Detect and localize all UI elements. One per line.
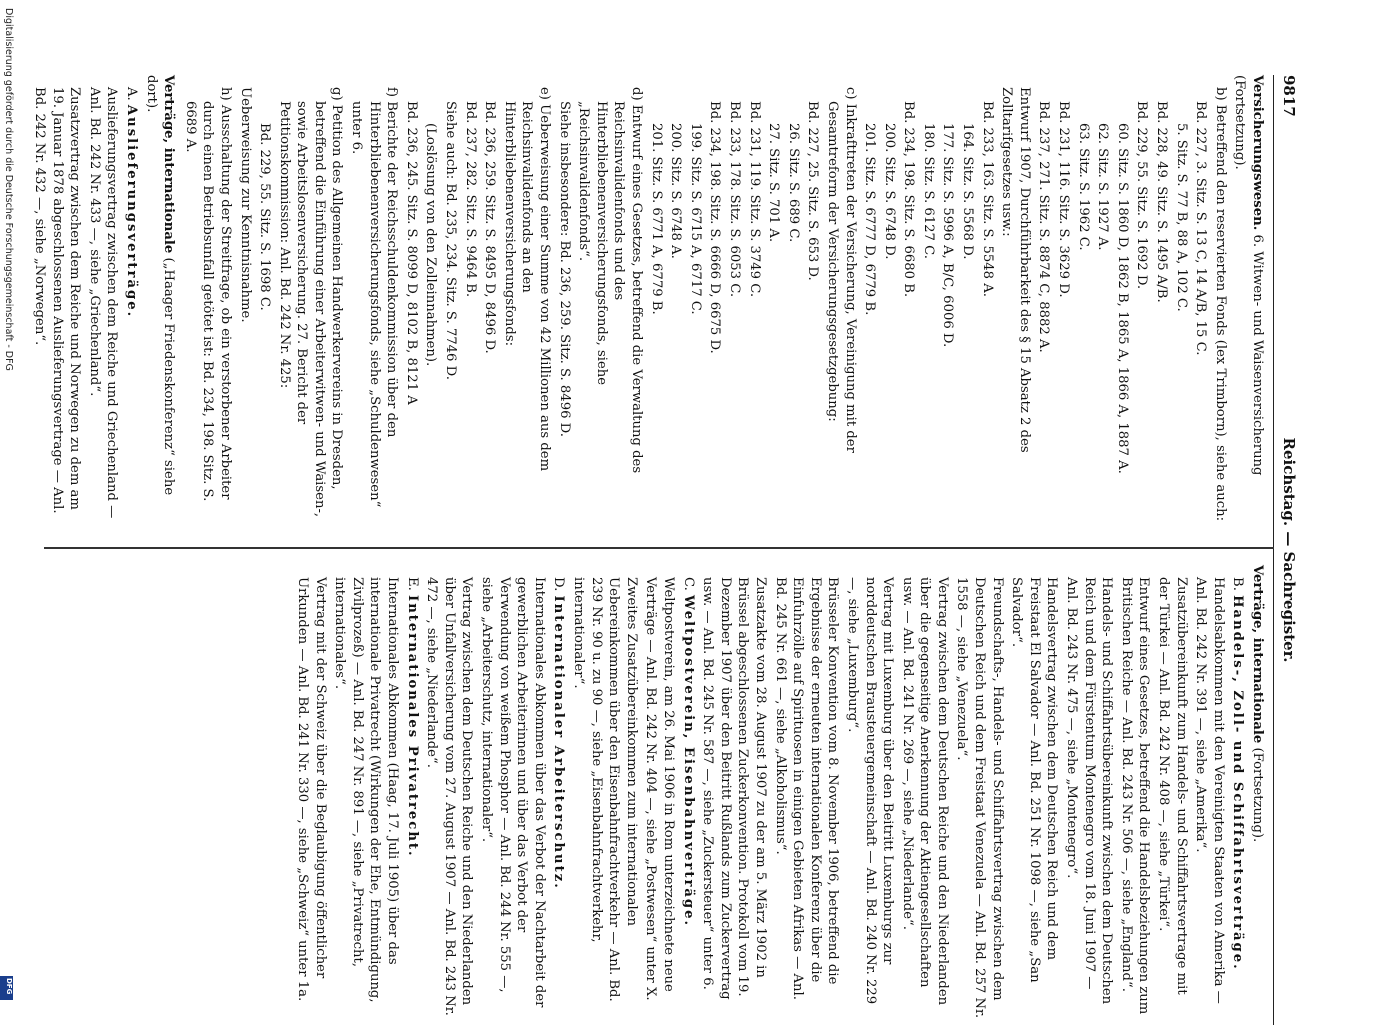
ref-line: Bd. 228, 49. Sitz. S. 1495 A/B. <box>1154 101 1170 303</box>
entry-text: Brüsseler Konvention vom 8. November 1906, betreffend die Ergebnisse der erneuten internationalen Konferenz über die Einfuhrzölle auf Spirituosen in einigen Gebieten Afrikas — Anl. Bd. 245 Nr. 661 —, siehe „Alkoholismus“. <box>772 577 841 1000</box>
entry-text: Weltpostverein, am 26. Mai 1906 in Rom unterzeichnete neue Verträge — Anl. Bd. 242 Nr. 404 —, siehe „Postwesen“ unter X. <box>643 577 676 1001</box>
ref-line: (Loslösung von den Zolleinnahmen). <box>423 123 439 367</box>
item-text: Ueberweisung zur Kenntnisnahme. <box>237 87 253 323</box>
item-text: Ausschaltung der Streitfrage, ob ein verstorbener Arbeiter durch einen Betriebsunfall getötet ist: Bd. 234, 198. Sitz. S. 6689 A. <box>182 101 233 502</box>
entry-text: Auslieferungsvertrag zwischen dem Reiche und Griechenland — Anl. Bd. 242 Nr. 433 —, siehe „Griechenland“. <box>86 87 120 519</box>
entry-text: Zusatzakte vom 28. August 1907 zu der am 5. März 1902 in Brüssel abgeschlossenen Zuckerkonvention. Protokoll vom 19. Dezember 1907 über den Beitritt Rußlands zum Zuckervertrag usw. — Anl. Bd. 245 Nr. 587 —, siehe „Zuckersteuer“ unter 6. <box>700 577 768 1000</box>
item-label: b) <box>1212 87 1228 101</box>
section-heading: Verträge, internationale <box>1250 565 1265 744</box>
entry-text: Handelsabkommen mit den Vereinigten Staaten von Amerika — Anl. Bd. 242 Nr. 391 —, siehe „Amerika“. <box>1193 577 1226 1004</box>
entry-text: Handels- und Schiffahrtsübereinkunft zwischen dem Deutschen Reich und dem Fürstentum Montenegro vom 18. Juni 1907 — Anl. Bd. 243 Nr. 475 —, siehe „Montenegro“. <box>1064 577 1115 1005</box>
ref-line: Bd. 237, 271. Sitz. S. 8874 C, 8882 A. <box>1036 101 1052 353</box>
ref-line: 201. Sitz. S. 6771 A, 6779 B. <box>648 123 664 315</box>
item-text: Berichte der Reichsschuldenkommission über den Hinterbliebenenversicherungsfonds, siehe „Schuldenwesen“ unter 6. <box>349 101 400 508</box>
ref-line: Bd. 233, 178. Sitz. S. 6053 C. <box>726 101 742 298</box>
section-subheading: (Fortsetzung). <box>1250 747 1265 843</box>
entry-text: Internationales Abkommen (Haag, 17. Juli 1905) über das internationale Privatrecht (Wirkungen der Ehe, Entmündigung, Zivilprozeß) — Anl. Bd. 247 Nr. 891 —, siehe „Privatrecht, internationales“. <box>332 577 401 1003</box>
entry-text: Vertrag mit Luxemburg über den Beitritt Luxemburgs zur norddeutschen Brausteuergemeinschaft — Anl. Bd. 240 Nr. 229 —, siehe „Luxemburg“. <box>844 577 896 1005</box>
section-subheading: („Haager Friedenskonferenz“ siehe dort). <box>143 75 177 496</box>
subsection-heading: Auslieferungsverträge. <box>123 104 139 319</box>
ref-line: Bd. 229, 55. Sitz. S. 1692 D. <box>1134 101 1150 290</box>
item-text: Entwurf eines Gesetzes, betreffend die Verwaltung des Reichsinvalidenfonds und des Hinterbliebenenversicherungsfonds, siehe „Reichsinvalidenfonds“. <box>576 101 644 474</box>
dfg-logo-text: DFG <box>5 978 13 995</box>
ref-line: Bd. 229, 55. Sitz. S. 1698 C. <box>257 123 273 311</box>
item-text: Betreffend den reservierten Fonds (lex Trimborn), siehe auch: <box>1212 104 1228 522</box>
right-column <box>292 565 1266 1020</box>
subsection-heading: Weltpostverein, Eisenbahnverträge. <box>680 595 696 928</box>
subsection-label: A. <box>123 87 139 101</box>
entry-text: Zusatzübereinkunft zum Handels- und Schiffahrtsvertrage mit der Türkei — Anl. Bd. 242 Nr. 408 —, siehe „Türkei“. <box>1156 577 1189 995</box>
ref-line: Bd. 233, 163. Sitz. S. 5548 A. <box>979 101 995 297</box>
section-heading: Verträge, internationale <box>161 75 177 254</box>
item-text: Entwurf 1907, Durchführbarkeit des § 15 Absatz 2 des Zolltarifgesetzes usw.: <box>999 87 1032 453</box>
item-label: e) <box>537 87 553 100</box>
ref-line: 177. Sitz. S. 5996 A, B/C, 6006 D. <box>940 123 956 348</box>
subsection-heading: Internationaler Arbeiterschutz. <box>551 595 567 890</box>
entry-text: Entwurf eines Gesetzes, betreffend die Handelsbeziehungen zum Britischen Reiche — Anl. Bd. 243 Nr. 506 —, siehe „England“. <box>1118 577 1152 1015</box>
subsection-heading: Handels-, Zoll- und Schiffahrtsverträge. <box>1230 595 1246 971</box>
ref-line: Bd. 237, 282. Sitz. S. 9464 B. <box>462 101 478 298</box>
entry-text: Zweites Zusatzübereinkommen zum internationalen Uebereinkommen über den Eisenbahnfrachtverkehr — Anl. Bd. 239 Nr. 90 u. zu 90 —, siehe „Eisenbahnfrachtverkehr, internationaler“. <box>571 577 639 1002</box>
entry-text: Vertrag zwischen dem Deutschen Reiche und den Niederlanden über Unfallversicherung vom 27. August 1907 — Anl. Bd. 243 Nr. 472 —, siehe „Niederlande“. <box>424 577 475 1016</box>
ref-line: 60. Sitz. S. 1860 D, 1862 B, 1865 A, 1866 A, 1887 A. <box>1114 123 1130 474</box>
ref-line: 200. Sitz. S. 6748 D. <box>881 123 897 260</box>
footer-credit: Digitalisierung gefördert durch die Deutsche Forschungsgemeinschaft - DFG <box>3 8 14 371</box>
digitization-footer <box>2 4 14 994</box>
ref-line: Bd. 231, 116. Sitz. S. 3629 D. <box>1056 101 1072 298</box>
running-title: Reichstag. — Sachregister. <box>1280 437 1298 663</box>
rotated-page <box>30 75 1300 1025</box>
section-heading: Versicherungswesen. <box>1250 75 1265 231</box>
item-text: Petition des Allgemeinen Handwerkervereins in Dresden, betreffend die Einführung einer Arbeiterwitwen- und Waisen-, sowie Arbeitslosenversicherung. 27. Bericht der Petitionskommission: Anl. Bd. 242 Nr. 425: <box>276 101 345 518</box>
ref-line: Bd. 236, 245. Sitz. S. 8099 D, 8102 B, 8121 A <box>403 101 419 405</box>
subsection-label: E. <box>404 577 420 591</box>
entry-text: Internationales Abkommen über das Verbot der Nachtarbeit der gewerblichen Arbeiterinnen und über das Verbot der Verwendung von weißem Phosphor — Anl. Bd. 244 Nr. 555 —, siehe „Arbeiterschutz, internationaler“. <box>479 577 547 1008</box>
entry-text: Vertrag zwischen dem Deutschen Reiche und den Niederlanden über die gegenseitige Anerkennung der Aktiengesellschaften usw. — Anl. Bd. 241 Nr. 269 —, siehe „Niederlande“. <box>899 577 950 1006</box>
ref-line: 27. Sitz. S. 701 A. <box>766 123 782 243</box>
ref-line: Bd. 231, 119. Sitz. S. 3749 C. <box>746 101 762 298</box>
ref-line: 5. Sitz. S. 77 B, 88 A, 102 C. <box>1173 123 1189 312</box>
page-header <box>1273 75 1300 1025</box>
entry-text: Vertrag mit der Schweiz über die Beglaubigung öffentlicher Urkunden — Anl. Bd. 241 Nr. 330 —, siehe „Schweiz“ unter 1a. <box>295 577 328 1002</box>
item-text: Inkrafttreten der Versicherung, Vereinigung mit der Gesamtreform der Versicherungsgesetzgebung: <box>824 101 858 453</box>
ref-line: 164. Sitz. S. 5568 D. <box>960 123 976 260</box>
item-label: f) <box>384 87 400 98</box>
item-label: h) <box>217 87 233 101</box>
entry-text: Handelsvertrag zwischen dem Deutschen Reich und dem Freistaat El Salvador — Anl. Bd. 251 Nr. 1098 —, siehe „San Salvador“. <box>1009 577 1060 983</box>
ref-line: 62. Sitz. S. 1927 A. <box>1095 123 1111 251</box>
ref-line: 201. Sitz. S. 6777 D, 6779 B. <box>862 123 878 316</box>
left-column <box>28 75 1266 530</box>
subsection-label: B. <box>1230 577 1246 591</box>
ref-line: Siehe auch: Bd. 235, 234. Sitz. S. 7746 D. <box>443 101 459 380</box>
section-subheading: 6. Witwen- und Waisenversicherung (Fortsetzung). <box>1232 75 1265 476</box>
ref-line: Bd. 236, 259. Sitz. S. 8495 D, 8496 D. <box>482 101 498 354</box>
entry-text: Freundschafts-, Handels- und Schiffahrtsvertrag zwischen dem Deutschen Reich und dem Freistaat Venezuela — Anl. Bd. 257 Nr. 1558 —, siehe „Venezuela“. <box>954 577 1005 1019</box>
subsection-heading: Internationales Privatrecht. <box>404 595 420 858</box>
ref-line: Bd. 227, 3. Sitz. S. 13 C, 14 A/B, 15 C. <box>1193 101 1209 356</box>
column-divider <box>44 547 1274 549</box>
dfg-logo <box>0 976 13 1000</box>
ref-line: Siehe insbesondere: Bd. 236, 259. Sitz. S. 8496 D. <box>556 101 572 437</box>
item-label: c) <box>842 87 858 100</box>
subsection-label: C. <box>680 577 696 591</box>
subsection-label: D. <box>551 577 567 592</box>
ref-line: Bd. 234, 198. Sitz. S. 6666 D, 6675 D. <box>707 101 723 354</box>
ref-line: 200. Sitz. S. 6748 A. <box>668 123 684 259</box>
ref-line: 63. Sitz. S. 1962 C. <box>1075 123 1091 251</box>
page-number: 9817 <box>1280 75 1298 117</box>
ref-line: 199. Sitz. S. 6715 A, 6717 C. <box>687 123 703 315</box>
item-label: g) <box>329 87 345 101</box>
ref-line: 180. Sitz. S. 6127 C. <box>920 123 936 259</box>
entry-text: Zusatzvertrag zwischen dem Reiche und Norwegen zu dem am 19. Januar 1878 abgeschlossenen Auslieferungsvertrage — Anl. Bd. 242 Nr. 432 —, siehe „Norwegen“. <box>32 87 83 514</box>
ref-line: 26. Sitz. S. 689 C. <box>785 123 801 243</box>
ref-line: Bd. 234, 198. Sitz. S. 6680 B. <box>901 101 917 298</box>
item-text: Ueberweisung einer Summe von 42 Millionen aus dem Reichsinvalidenfonds an den Hinterbliebenenversicherungsfonds: <box>501 101 553 472</box>
item-label: d) <box>629 87 644 101</box>
ref-line: Bd. 227, 25. Sitz. S. 653 D. <box>805 101 821 281</box>
